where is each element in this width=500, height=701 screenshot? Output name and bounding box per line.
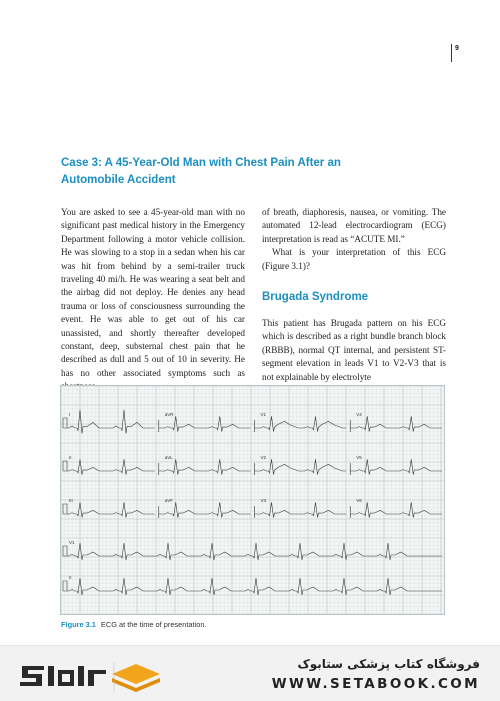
ecg-trace-1-0 (63, 459, 155, 474)
setabook-logo (14, 656, 174, 696)
footer-banner (0, 645, 500, 701)
calibration-pulse (63, 418, 67, 428)
shop-name: فروشگاه کتاب پزشکی ستابوک (297, 657, 480, 671)
ecg-grid (61, 386, 444, 614)
lead-label: II (69, 455, 72, 460)
figure-caption-text: ECG at the time of presentation. (100, 620, 207, 629)
ecg-trace-1-1 (159, 459, 251, 474)
figure-label: Figure 3.1 (61, 620, 96, 629)
logo-wordmark-icon (20, 666, 106, 686)
lead-label: V1 (260, 412, 267, 417)
text-column-right (262, 206, 446, 384)
book-stack-icon (112, 664, 160, 692)
body-paragraph: What is your interpretation of this ECG (Figure 3.1)? (262, 247, 446, 271)
figure-caption (61, 620, 207, 629)
lead-label: II (69, 575, 72, 580)
case-title: Case 3: A 45-Year-Old Man with Chest Pain After an Automobile Accident (61, 157, 341, 186)
calibration-pulse (63, 504, 67, 514)
ecg-trace-rhythm-4 (63, 578, 442, 595)
page-number: 9 (451, 44, 459, 62)
lead-label: V1 (69, 540, 75, 545)
ecg-tracing (61, 386, 444, 614)
text-column-left (61, 206, 245, 394)
lead-label: aVR (164, 412, 174, 417)
lead-label: V5 (356, 455, 362, 460)
ecg-figure (60, 385, 445, 615)
ecg-trace-1-3 (350, 459, 442, 474)
lead-label: III (69, 498, 73, 503)
lead-label: V2 (260, 455, 267, 460)
lead-label: V3 (260, 498, 267, 503)
body-paragraph: You are asked to see a 45-year-old man with no significant past medical history in the Emergency Department following a motor vehicle collision. He was slowing to a stop in a sedan when his car was hit from behind by a semi-trailer truck traveling 40 mi/h. He was wearing a seat belt and the airbag did not deploy. He denies any head trauma or loss of consciousness surrounding the event. He was able to get out of his car unassisted, and shortly thereafter developed constant, deep, substernal chest pain that he described as dull and 5 out of 10 in severity. He has no other associated symptoms such as (61, 207, 245, 378)
lead-label: aVL (164, 455, 173, 460)
ecg-trace-0-0 (63, 410, 155, 434)
lead-label: V6 (356, 498, 362, 503)
section-title: Brugada Syndrome (262, 291, 369, 304)
body-paragraph: of breath, diaphoresis, nausea, or vomiting. The automated 12-lead electrocardiogram (ECG) interpretation is read as “ACUTE MI.” (262, 207, 446, 244)
body-paragraph: This patient has Brugada pattern on his ECG which is described as a right bundle branch block (RBBB), normal QT internal, and persistent ST-segment elevation in leads V1 to V2-V3 that is not explainable by electrolyte (262, 318, 446, 382)
calibration-pulse (63, 581, 67, 591)
shop-url[interactable]: WWW.SETABOOK.COM (271, 676, 480, 692)
calibration-pulse (63, 546, 67, 556)
lead-label: aVF (164, 498, 174, 503)
lead-label: V4 (356, 412, 362, 417)
lead-label: I (69, 412, 71, 417)
